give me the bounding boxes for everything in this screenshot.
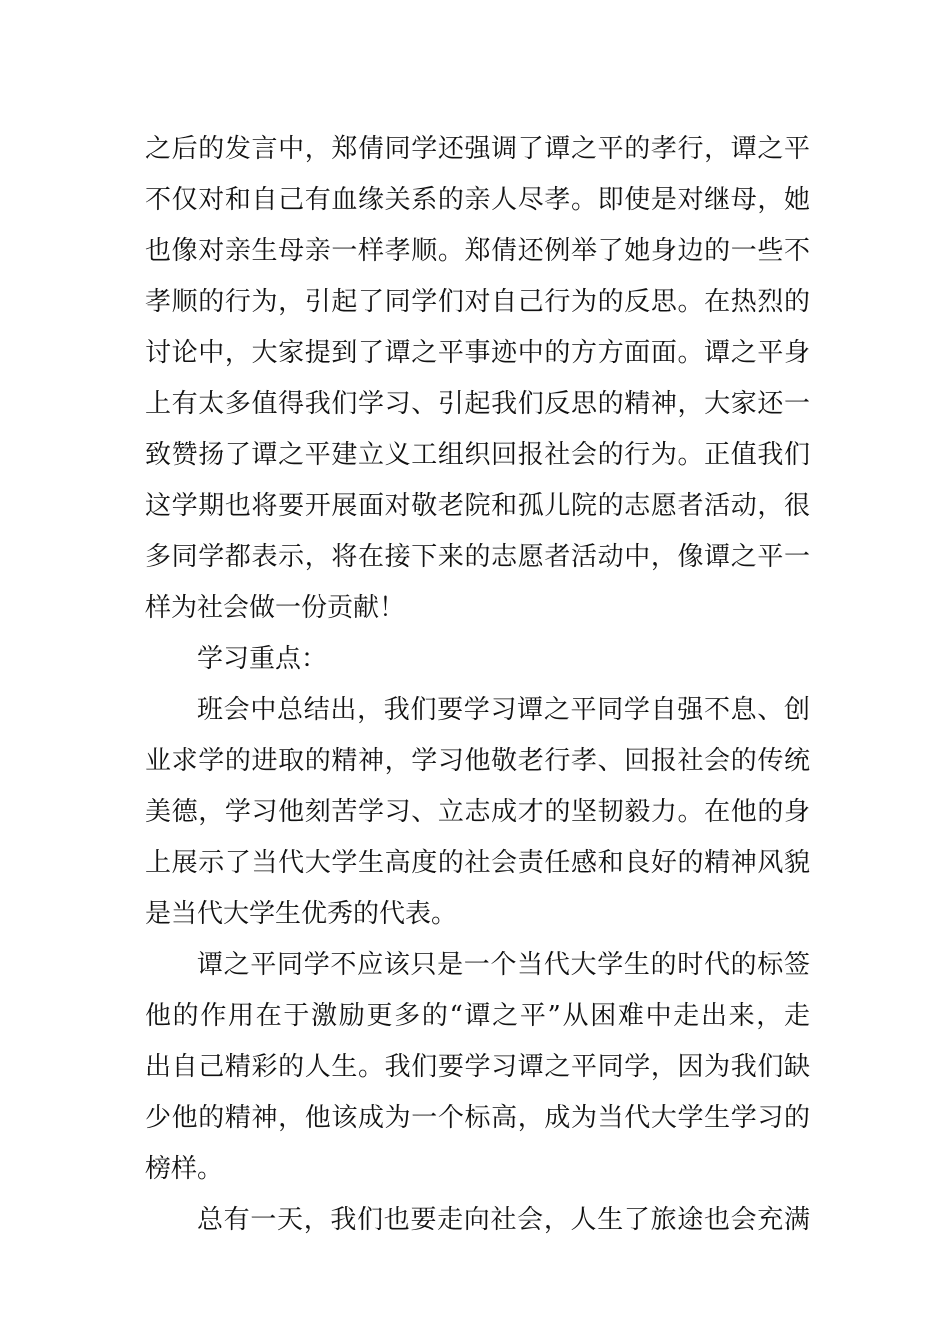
text-line: 出自己精彩的人生。我们要学习谭之平同学，因为我们缺 <box>145 1052 810 1082</box>
text-line: 不仅对和自己有血缘关系的亲人尽孝。即使是对继母，她 <box>145 185 810 215</box>
text-line: 致赞扬了谭之平建立义工组织回报社会的行为。正值我们 <box>145 440 810 470</box>
text-line: 业求学的进取的精神，学习他敬老行孝、回报社会的传统 <box>145 746 810 776</box>
text-line: 也像对亲生母亲一样孝顺。郑倩还例举了她身边的一些不 <box>145 236 810 266</box>
text-line: 上展示了当代大学生高度的社会责任感和良好的精神风貌 <box>145 848 810 878</box>
text-line: 美德，学习他刻苦学习、立志成才的坚韧毅力。在他的身 <box>145 797 810 827</box>
text-line: 他的作用在于激励更多的“谭之平”从困难中走出来，走 <box>145 1001 810 1031</box>
text-line: 上有太多值得我们学习、引起我们反思的精神，大家还一 <box>145 389 810 419</box>
text-line: 是当代大学生优秀的代表。 <box>145 899 458 929</box>
text-line: 之后的发言中，郑倩同学还强调了谭之平的孝行，谭之平 <box>145 134 810 164</box>
text-line: 榜样。 <box>145 1154 224 1184</box>
text-line: 孝顺的行为，引起了同学们对自己行为的反思。在热烈的 <box>145 287 810 317</box>
document-body <box>145 124 810 1246</box>
text-line: 讨论中，大家提到了谭之平事迹中的方方面面。谭之平身 <box>145 338 810 368</box>
text-line: 这学期也将要开展面对敬老院和孤儿院的志愿者活动，很 <box>145 491 810 521</box>
text-line: 学习重点： <box>197 644 328 674</box>
text-line: 少他的精神，他该成为一个标高，成为当代大学生学习的 <box>145 1103 810 1133</box>
text-line: 谭之平同学不应该只是一个当代大学生的时代的标签 <box>197 950 810 980</box>
text-line: 样为社会做一份贡献！ <box>145 593 406 623</box>
text-line: 总有一天，我们也要走向社会，人生了旅途也会充满 <box>197 1205 810 1235</box>
text-line: 多同学都表示，将在接下来的志愿者活动中，像谭之平一 <box>145 542 810 572</box>
text-line: 班会中总结出，我们要学习谭之平同学自强不息、创 <box>197 695 810 725</box>
